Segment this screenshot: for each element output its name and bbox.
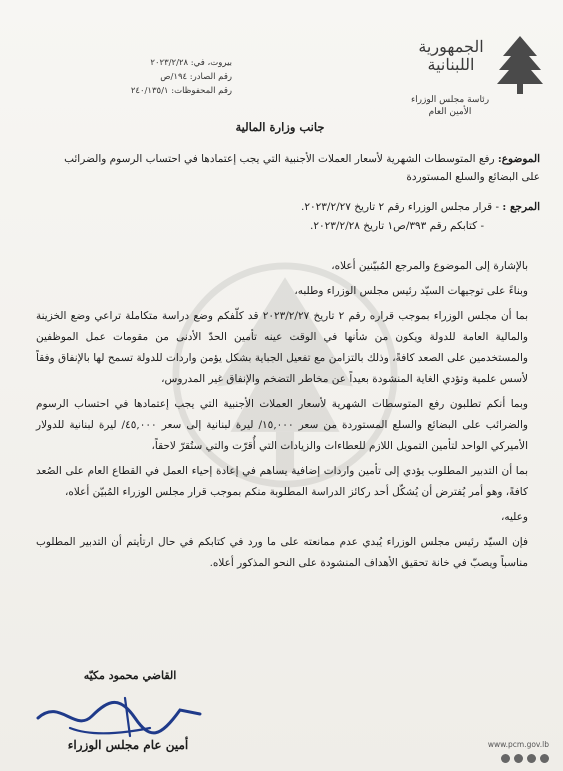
social-icons — [501, 754, 549, 763]
subject-text: رفع المتوسطات الشهرية لأسعار العملات الأجنبية التي يجب إعتمادها في احتساب الرسوم والضرائب على البضائع والسلع المستوردة — [64, 153, 540, 183]
twitter-icon — [514, 754, 523, 763]
body-paragraph-6: وعليه، — [501, 511, 528, 523]
body-paragraph-4: وبما أنكم تطلبون رفع المتوسطات الشهرية لأسعار العملات الأجنبية التي يجب إعتمادها في احتساب الرسوم والضرائب على البضائع والسلع المستوردة من سعر ١٥,٠٠٠/ ليرة لبنانية إلى سعر ٤٥,٠٠٠/ ليرة لبنانية للدولار الأميركي الواحد لتأمين التمويل اللازم للعطاءات والزيادات التي أُقرّت والتي ستُقرّ لاحقاً، — [36, 398, 528, 452]
recipient: جانب وزارة المالية — [235, 120, 325, 134]
body-paragraph-3: بما أن مجلس الوزراء بموجب قراره رقم ٢ تاريخ ٢٠٢٣/٢/٢٧ قد كلّفكم وضع دراسة متكاملة تراعي وضع الخزينة والمالية العامة للدولة ويكون من شأنها في الوقت عينه تأمين الحدّ الأدنى من مقومات عمل الموظفين والمستخدمين على الصعد كافةً، وذلك بالتزامن مع تفعيل الجباية بشكل يؤمن واردات للدولة تسمح لها بالإنفاق وفقاً لأسس علمية وتؤدي الغاية المنشودة بعيداً عن مخاطر التضخم والإنفاق غير المدروس، — [36, 310, 528, 385]
republic-title: الجمهورية اللبنانية — [418, 37, 484, 74]
footer-url: www.pcm.gov.lb — [487, 740, 549, 749]
council-name-block — [395, 94, 505, 118]
signer-title: أمين عام مجلس الوزراء — [67, 738, 189, 752]
facebook-icon — [501, 754, 510, 763]
archive-number: رقم المحفوظات: ٢٤٠/١٣٥/١ — [130, 86, 232, 96]
signer-name: القاضي محمود مكيّه — [83, 669, 177, 682]
reference-numbers — [82, 56, 232, 98]
council-role: الأمين العام — [428, 107, 472, 117]
subject-label: الموضوع: — [497, 153, 540, 165]
issue-number: رقم الصادر: ١٩٤/ص — [160, 72, 232, 82]
council-name: رئاسة مجلس الوزراء — [410, 95, 490, 105]
reference-block — [50, 198, 540, 236]
reference-label: المرجع : — [502, 201, 540, 213]
instagram-icon — [527, 754, 536, 763]
reference-item-2: - كتابكم رقم ٣٩٣/ص١ تاريخ ٢٠٢٣/٢/٢٨. — [310, 220, 484, 232]
body-paragraph-5: بما أن التدبير المطلوب يؤدي إلى تأمين واردات إضافية يساهم في إعادة إحياء العمل في القطاع العام على الصُعد كافةً، وهو أمر يُفترض أن يُشكّل أحد ركائز الدراسة المطلوبة منكم بموجب قرار مجلس الوزراء المُبيّن أعلاه، — [36, 465, 528, 498]
handwritten-signature — [30, 688, 210, 743]
letter-body — [36, 256, 528, 578]
body-paragraph-2: وبناءً على توجيهات السيّد رئيس مجلس الوزراء وطلبه، — [294, 285, 528, 297]
subject-block — [50, 150, 540, 186]
letterhead — [399, 28, 549, 138]
body-paragraph-7: فإن السيّد رئيس مجلس الوزراء يُبدي عدم ممانعته على ما ورد في كتابكم في حال ارتأيتم أن التدبير المطلوب مناسباً ويصبّ في خانة تحقيق الأهداف المنشودة على النحو المذكور أعلاه. — [36, 536, 528, 569]
body-paragraph-1: بالإشارة إلى الموضوع والمرجع المُبيّنين أعلاه، — [331, 260, 528, 272]
cedar-emblem-icon — [495, 34, 545, 96]
date-line: بيروت، في: ٢٠٢٣/٢/٢٨ — [150, 58, 232, 68]
youtube-icon — [540, 754, 549, 763]
reference-item-1: - قرار مجلس الوزراء رقم ٢ تاريخ ٢٠٢٣/٢/٢٧. — [301, 201, 500, 213]
